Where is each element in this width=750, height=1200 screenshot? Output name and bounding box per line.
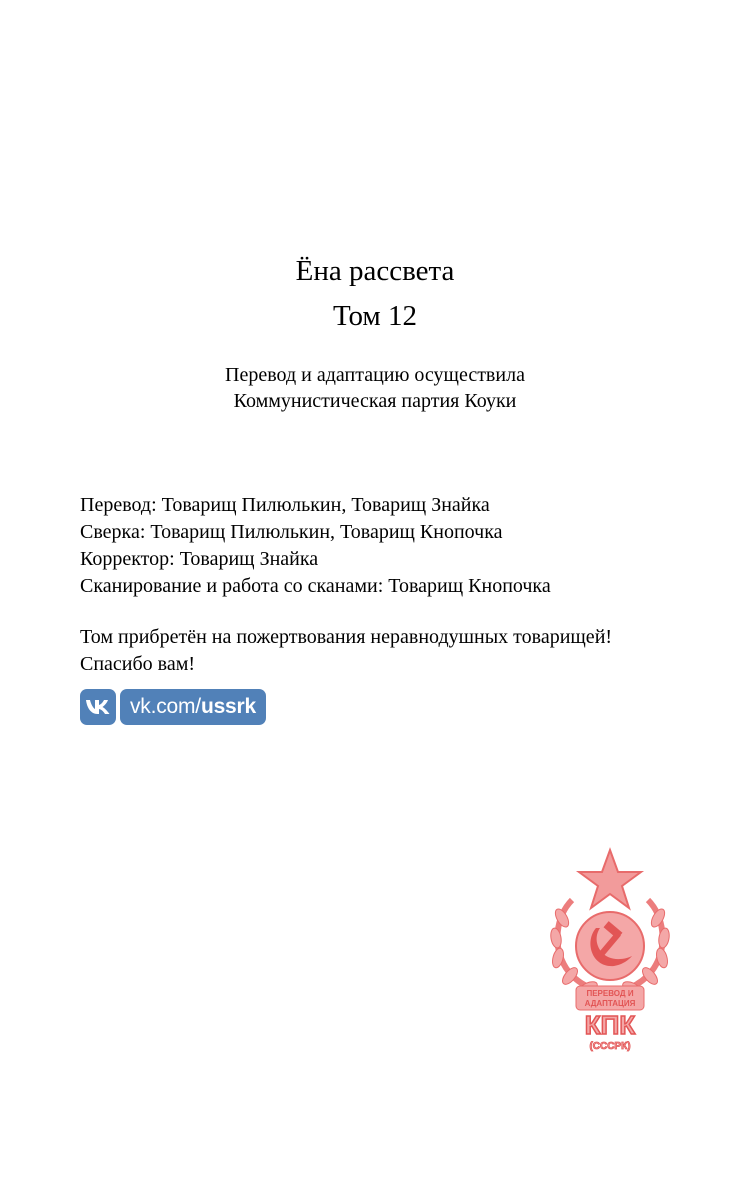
credit-scanning: Сканирование и работа со сканами: Товарищ Кнопочка bbox=[80, 575, 551, 597]
vk-handle: ussrk bbox=[200, 695, 256, 718]
page-title: Ёна рассвета bbox=[295, 255, 455, 287]
thanks-line: Спасибо вам! bbox=[80, 653, 196, 675]
emblem-line-4: (СССРК) bbox=[589, 1041, 631, 1052]
star-icon bbox=[579, 850, 641, 908]
emblem-line-1: ПЕРЕВОД И bbox=[586, 989, 634, 998]
credit-proofing: Сверка: Товарищ Пилюлькин, Товарищ Кнопочка bbox=[80, 521, 503, 543]
vk-domain: vk.com/ bbox=[130, 695, 201, 718]
thanks-line: Том прибретён на пожертвования неравнодушных товарищей! bbox=[80, 626, 613, 648]
volume-label: Том 12 bbox=[332, 300, 418, 332]
credit-translation: Перевод: Товарищ Пилюлькин, Товарищ Знайка bbox=[80, 494, 490, 516]
translated-by-text: Перевод и адаптацию осуществила bbox=[225, 364, 525, 386]
thanks-block bbox=[80, 624, 720, 678]
vk-logo-icon[interactable] bbox=[80, 689, 116, 725]
credits-list bbox=[80, 492, 720, 600]
vk-url-link[interactable] bbox=[120, 689, 266, 725]
credit-editor: Корректор: Товарищ Знайка bbox=[80, 548, 319, 570]
vk-link-group[interactable] bbox=[80, 689, 266, 725]
kpk-emblem bbox=[548, 846, 672, 1056]
emblem-line-2: АДАПТАЦИЯ bbox=[584, 999, 636, 1008]
party-name: Коммунистическая партия Коуки bbox=[233, 390, 517, 412]
emblem-line-3: КПК bbox=[584, 1010, 636, 1040]
